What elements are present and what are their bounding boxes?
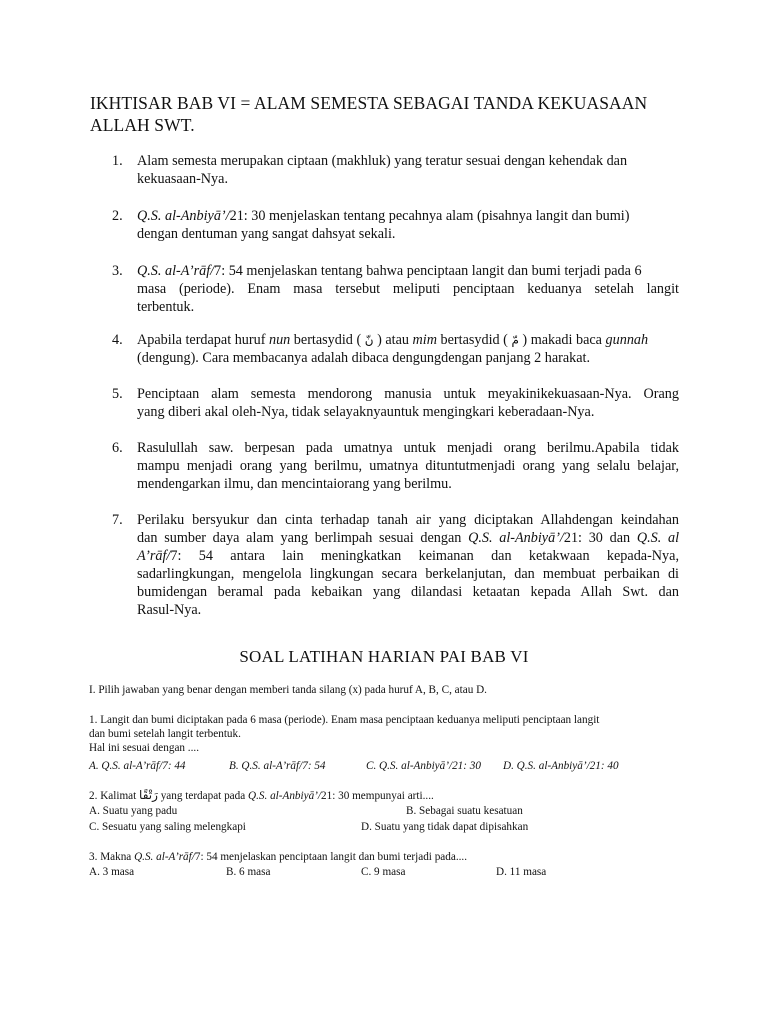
item-text: dengan dentuman yang sangat dahsyat sekali. xyxy=(137,226,396,242)
arabic-word: رَتْقًا xyxy=(139,788,158,802)
question-text: Hal ini sesuai dengan .... xyxy=(89,742,199,754)
nun-tasydid-glyph: نّ xyxy=(364,333,374,347)
surah-reference: Q.S. al-A’rāf/ xyxy=(134,851,195,863)
q1-option-d[interactable]: D. Q.S. al-Anbiyā’/21: 40 xyxy=(503,760,619,772)
item-text: Alam semesta merupakan ciptaan (makhluk) yang teratur sesuai dengan kehendak dan xyxy=(137,153,628,169)
q1-option-c[interactable]: C. Q.S. al-Anbiyā’/21: 30 xyxy=(366,760,481,772)
item-text: mendengarkan ilmu, dan mencintaiorang yang berilmu. xyxy=(137,476,452,492)
item-number: 2. xyxy=(112,208,123,224)
surah-reference: Q.S. al-A’rāf/ xyxy=(137,263,215,279)
item-number: 4. xyxy=(112,332,123,348)
item-text: sadarlingkungan, mengelola lingkungan secara berkelanjutan, dan membuat perbaikan di xyxy=(137,566,679,582)
q1-option-a[interactable]: A. Q.S. al-A’rāf/7: 44 xyxy=(89,760,186,772)
summary-title xyxy=(90,92,690,136)
question-text: dan bumi setelah langit terbentuk. xyxy=(89,728,241,740)
item-text: (dengung). Cara membacanya adalah dibaca dengungdengan panjang 2 harakat. xyxy=(137,350,591,366)
q1-option-b[interactable]: B. Q.S. al-A’rāf/7: 54 xyxy=(229,760,326,772)
term-mim: mim xyxy=(412,332,437,348)
q3-option-a[interactable]: A. 3 masa xyxy=(89,866,135,878)
summary-title-line2: ALLAH SWT. xyxy=(90,115,195,135)
item-number: 3. xyxy=(112,263,123,279)
item-text: kekuasaan-Nya. xyxy=(137,171,228,187)
item-text: Penciptaan alam semesta mendorong manusia untuk meyakinikekuasaan-Nya. Orang xyxy=(137,386,679,402)
q3-option-d[interactable]: D. 11 masa xyxy=(496,866,547,878)
surah-reference: Q.S. al xyxy=(636,530,680,546)
question-text: 1. Langit dan bumi diciptakan pada 6 masa (periode). Enam masa penciptaan keduanya meliputi penciptaan langit xyxy=(89,714,600,726)
exercise-title: SOAL LATIHAN HARIAN PAI BAB VI xyxy=(239,647,529,666)
item-text: Rasul-Nya. xyxy=(137,602,202,618)
mim-tasydid-glyph: مّ xyxy=(511,333,519,347)
item-text: Q.S. al-Anbiyā’/21: 30 menjelaskan tentang pecahnya alam (pisahnya langit dan bumi) xyxy=(137,208,630,224)
item-number: 7. xyxy=(112,512,123,528)
term-gunnah: gunnah xyxy=(605,332,649,348)
item-text: Q.S. al-A’rāf/7: 54 menjelaskan tentang bahwa penciptaan langit dan bumi terjadi pada 6 xyxy=(137,263,642,279)
q3-option-b[interactable]: B. 6 masa xyxy=(226,866,271,878)
item-text: dan sumber daya alam yang berlimpah sesuai dengan Q.S. al-Anbiyā’/21: 30 dan Q.S. al xyxy=(137,530,680,546)
q2-option-c[interactable]: C. Sesuatu yang saling melengkapi xyxy=(89,821,246,833)
item-text: masa (periode). Enam masa tersebut meliputi penciptaan keduanya setelah langit xyxy=(137,281,679,297)
q2-option-b[interactable]: B. Sebagai suatu kesatuan xyxy=(406,805,523,817)
item-text: yang diberi akal oleh-Nya, tidak selayaknyauntuk mengingkari keberadaan-Nya. xyxy=(137,404,595,420)
summary-title-line1: IKHTISAR BAB VI = ALAM SEMESTA SEBAGAI TANDA KEKUASAAN xyxy=(90,93,648,113)
surah-reference: A’rāf/ xyxy=(137,548,171,564)
q2-option-d[interactable]: D. Suatu yang tidak dapat dipisahkan xyxy=(361,821,529,833)
item-text: Perilaku bersyukur dan cinta terhadap tanah air yang diciptakan Allahdengan keindahan xyxy=(137,512,679,528)
exercise-instruction: I. Pilih jawaban yang benar dengan memberi tanda silang (x) pada huruf A, B, C, atau D. xyxy=(89,684,487,696)
item-text: A’rāf/7: 54 antara lain meningkatkan keimanan dan ketakwaan kepada-Nya, xyxy=(137,548,679,564)
surah-reference: Q.S. al-Anbiyā’/ xyxy=(137,208,230,224)
q2-option-a[interactable]: A. Suatu yang padu xyxy=(89,805,178,817)
item-text: Rasulullah saw. berpesan pada umatnya untuk menjadi orang berilmu.Apabila tidak xyxy=(137,440,679,456)
item-text: terbentuk. xyxy=(137,299,195,315)
q3-option-c[interactable]: C. 9 masa xyxy=(361,866,406,878)
term-nun: nun xyxy=(268,332,291,348)
surah-reference: Q.S. al-Anbiyā’/ xyxy=(248,790,322,802)
item-text: mampu menjadi orang yang berilmu, umatnya dituntutmenjadi orang yang selalu belajar, xyxy=(137,458,679,474)
item-number: 6. xyxy=(112,440,123,456)
question-1 xyxy=(89,713,689,755)
surah-reference: Q.S. al-Anbiyā’/ xyxy=(468,530,564,546)
question-3: 3. Makna Q.S. al-A’rāf/7: 54 menjelaskan penciptaan langit dan bumi terjadi pada.... xyxy=(89,851,468,863)
item-text: bumidengan beramal pada kebaikan yang dilandasi ketaatan kepada Allah Swt. dan xyxy=(137,584,679,600)
item-text: Apabila terdapat huruf nun bertasydid ( نّ ) atau mim bertasydid ( مّ ) makadi baca gunnah xyxy=(137,332,649,348)
item-number: 1. xyxy=(112,153,123,169)
question-2: 2. Kalimat رَتْقًا yang terdapat pada Q.S. al-Anbiyā’/21: 30 mempunyai arti.... xyxy=(89,788,434,802)
item-number: 5. xyxy=(112,386,123,402)
